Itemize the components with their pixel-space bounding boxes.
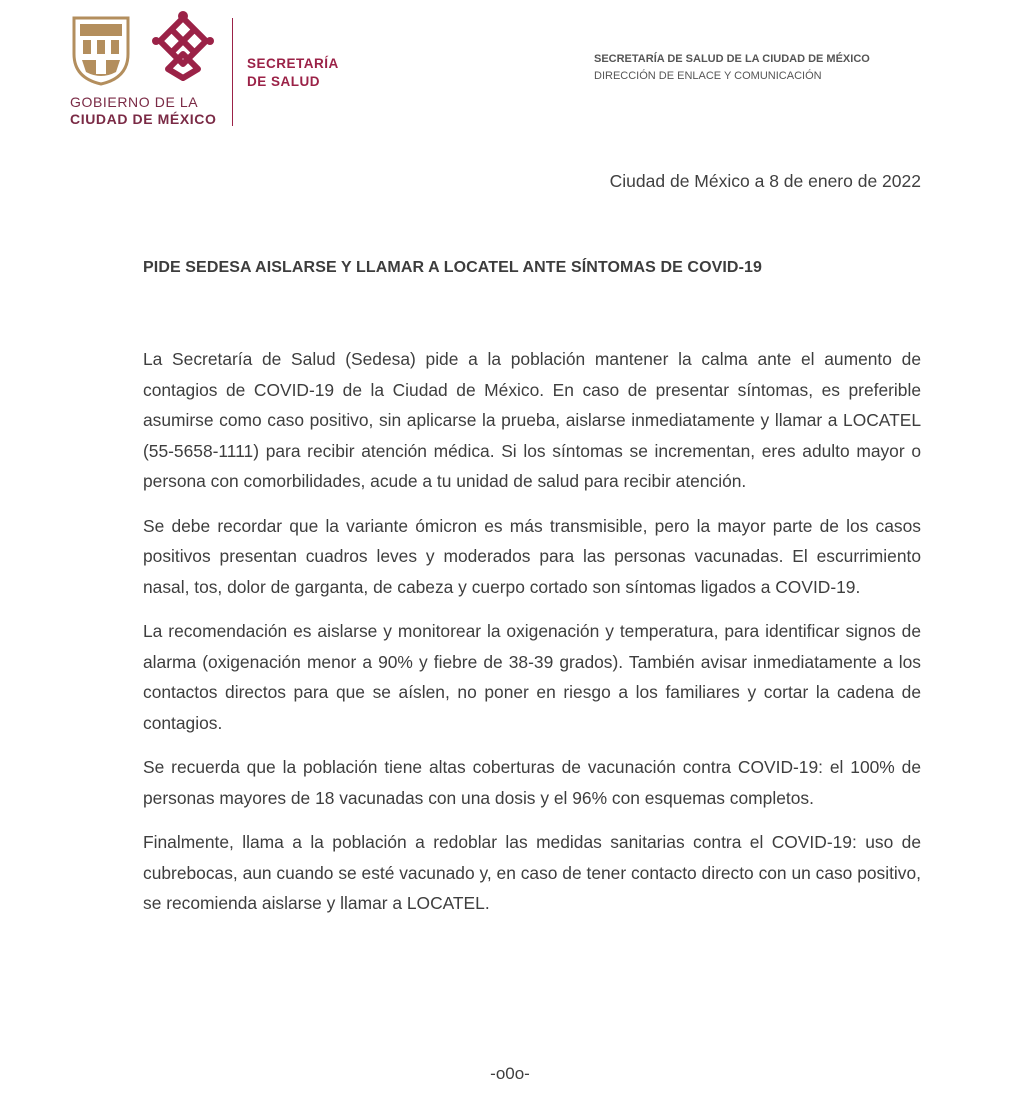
secretaria-line-1: SECRETARÍA: [247, 56, 339, 71]
secretaria-name: [247, 55, 339, 91]
paragraph: Se debe recordar que la variante ómicron es más transmisible, pero la mayor parte de los casos positivos presentan cuadros leves y moderados para las personas vacunadas. El escurrimiento nasal, tos, dolor de garganta, de cabeza y cuerpo cortado son síntomas ligados a COVID-19.: [143, 515, 921, 597]
secretaria-line-2: DE SALUD: [247, 74, 321, 89]
gobierno-line-2: CIUDAD DE MÉXICO: [70, 111, 217, 127]
document-title: PIDE SEDESA AISLARSE Y LLAMAR A LOCATEL ANTE SÍNTOMAS DE COVID-19: [143, 259, 763, 276]
agency-block: [594, 51, 870, 85]
agency-line-1: SECRETARÍA DE SALUD DE LA CIUDAD DE MÉXICO: [594, 53, 870, 65]
paragraph: La Secretaría de Salud (Sedesa) pide a la población mantener la calma ante el aumento de contagios de COVID-19 de la Ciudad de México. En caso de presentar síntomas, es preferible asumirse como caso positivo, sin aplicarse la prueba, aislarse inmediatamente y llamar a LOCATEL (55-5658-1111) para recibir atención médica. Si los síntomas se incrementan, eres adulto mayor o persona con comorbilidades, acude a tu unidad de salud para recibir atención.: [143, 349, 921, 491]
paragraph: La recomendación es aislarse y monitorear la oxigenación y temperatura, para identificar signos de alarma (oxigenación menor a 90% y fiebre de 38-39 grados). También avisar inmediatamente a los contactos directos para que se aíslen, no poner en riesgo a los familiares y cortar la cadena de contagios.: [143, 621, 921, 733]
paragraph: Finalmente, llama a la población a redoblar las medidas sanitarias contra el COVID-19: uso de cubrebocas, aun cuando se esté vacunado y, en caso de tener contacto directo con un caso positivo, se recomienda aislarse y llamar a LOCATEL.: [143, 832, 921, 913]
document-body: [143, 344, 921, 933]
header-divider: [232, 18, 233, 126]
closing-mark: -o0o-: [490, 1064, 530, 1083]
knot-logo-icon: [148, 10, 218, 82]
document-date: Ciudad de México a 8 de enero de 2022: [609, 171, 921, 191]
gobierno-line-1: GOBIERNO DE LA: [70, 94, 199, 110]
gobierno-name: [70, 94, 230, 128]
paragraph: Se recuerda que la población tiene altas coberturas de vacunación contra COVID-19: el 100% de personas mayores de 18 vacunadas con una dosis y el 96% con esquemas completos.: [143, 757, 921, 808]
shield-logo-icon: [70, 14, 132, 86]
agency-line-2: DIRECCIÓN DE ENLACE Y COMUNICACIÓN: [594, 70, 822, 82]
letterhead: [0, 0, 1020, 140]
